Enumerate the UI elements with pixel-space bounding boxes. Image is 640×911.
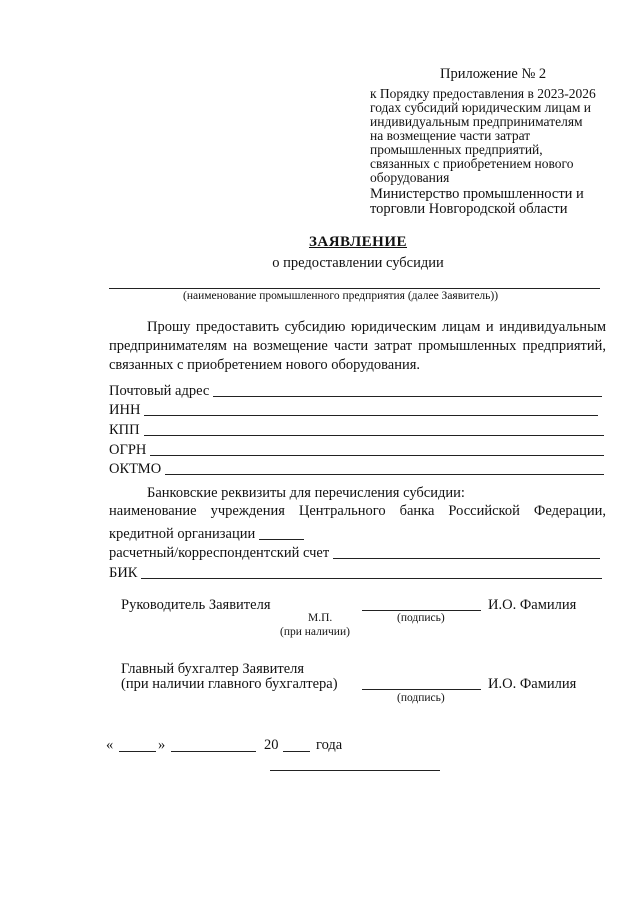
appendix-line: связанных с приобретением нового (370, 156, 574, 171)
accountant-signature-line[interactable] (362, 689, 481, 690)
inn-field[interactable] (109, 398, 598, 418)
recipient-line: торговли Новгородской области (370, 201, 568, 217)
head-label: Руководитель Заявителя (121, 597, 271, 613)
appendix-number: Приложение № 2 (440, 66, 547, 82)
appendix-description (370, 87, 596, 185)
recipient-line: Министерство промышленности и (370, 186, 584, 202)
postal-address-line[interactable] (213, 384, 602, 397)
bik-line[interactable] (141, 566, 602, 579)
oktmo-label: ОКТМО (109, 461, 162, 477)
document-title: ЗАЯВЛЕНИЕ (308, 234, 408, 250)
inn-line[interactable] (144, 403, 598, 416)
bottom-line (270, 770, 440, 771)
kpp-label: КПП (109, 422, 140, 438)
date-close-quote: » (158, 737, 166, 753)
recipient-block (370, 187, 584, 217)
accountant-name-placeholder: И.О. Фамилия (488, 676, 577, 692)
account-line[interactable] (333, 546, 600, 559)
bank-heading: Банковские реквизиты для перечисления субсидии: (147, 485, 465, 501)
request-line-1: Прошу предоставить субсидию юридическим лицам и индивидуальным (147, 319, 606, 335)
bik-label: БИК (109, 565, 138, 581)
ogrn-line[interactable] (150, 443, 604, 456)
account-field[interactable] (109, 541, 600, 561)
credit-org-label: кредитной организации (109, 526, 256, 542)
date-open-quote: « (106, 737, 114, 753)
postal-address-label: Почтовый адрес (109, 383, 210, 399)
appendix-line: промышленных предприятий, (370, 142, 543, 157)
credit-org-line[interactable] (259, 527, 304, 540)
date-day-line[interactable] (119, 751, 156, 752)
inn-label: ИНН (109, 402, 141, 418)
date-year-line[interactable] (283, 751, 310, 752)
appendix-line: на возмещение части затрат (370, 128, 531, 143)
bank-institution-line: наименование учреждения Центрального банка Российской Федерации, (109, 503, 606, 519)
appendix-line: оборудования (370, 170, 450, 185)
bik-field[interactable] (109, 561, 602, 581)
stamp-note: (при наличии) (280, 626, 350, 638)
request-line-2: предпринимателям на возмещение части затрат промышленных предприятий, (109, 338, 606, 354)
appendix-line: годах субсидий юридическим лицам и (370, 100, 591, 115)
accountant-signature-caption: (подпись) (397, 692, 445, 704)
request-line-3: связанных с приобретением нового оборудования. (109, 357, 421, 373)
kpp-field[interactable] (109, 418, 604, 438)
applicant-name-line (109, 288, 600, 289)
applicant-caption: (наименование промышленного предприятия (далее Заявитель)) (183, 290, 499, 302)
postal-address-field[interactable] (109, 379, 602, 399)
document-subtitle: о предоставлении субсидии (272, 255, 444, 271)
head-signature-line[interactable] (362, 610, 481, 611)
account-label: расчетный/корреспондентский счет (109, 545, 330, 561)
date-year-suffix: года (316, 737, 343, 753)
accountant-note: (при наличии главного бухгалтера) (121, 676, 338, 692)
oktmo-line[interactable] (165, 462, 604, 475)
date-month-line[interactable] (171, 751, 256, 752)
appendix-line: индивидуальным предпринимателям (370, 114, 583, 129)
stamp-label: М.П. (308, 612, 333, 624)
head-name-placeholder: И.О. Фамилия (488, 597, 577, 613)
appendix-line: к Порядку предоставления в 2023-2026 (370, 86, 596, 101)
kpp-line[interactable] (144, 423, 604, 436)
ogrn-label: ОГРН (109, 442, 147, 458)
accountant-label: Главный бухгалтер Заявителя (121, 661, 305, 677)
date-year-prefix: 20 (264, 737, 279, 753)
ogrn-field[interactable] (109, 438, 604, 458)
oktmo-field[interactable] (109, 457, 604, 477)
head-signature-caption: (подпись) (397, 612, 445, 624)
credit-org-field[interactable] (109, 522, 304, 542)
